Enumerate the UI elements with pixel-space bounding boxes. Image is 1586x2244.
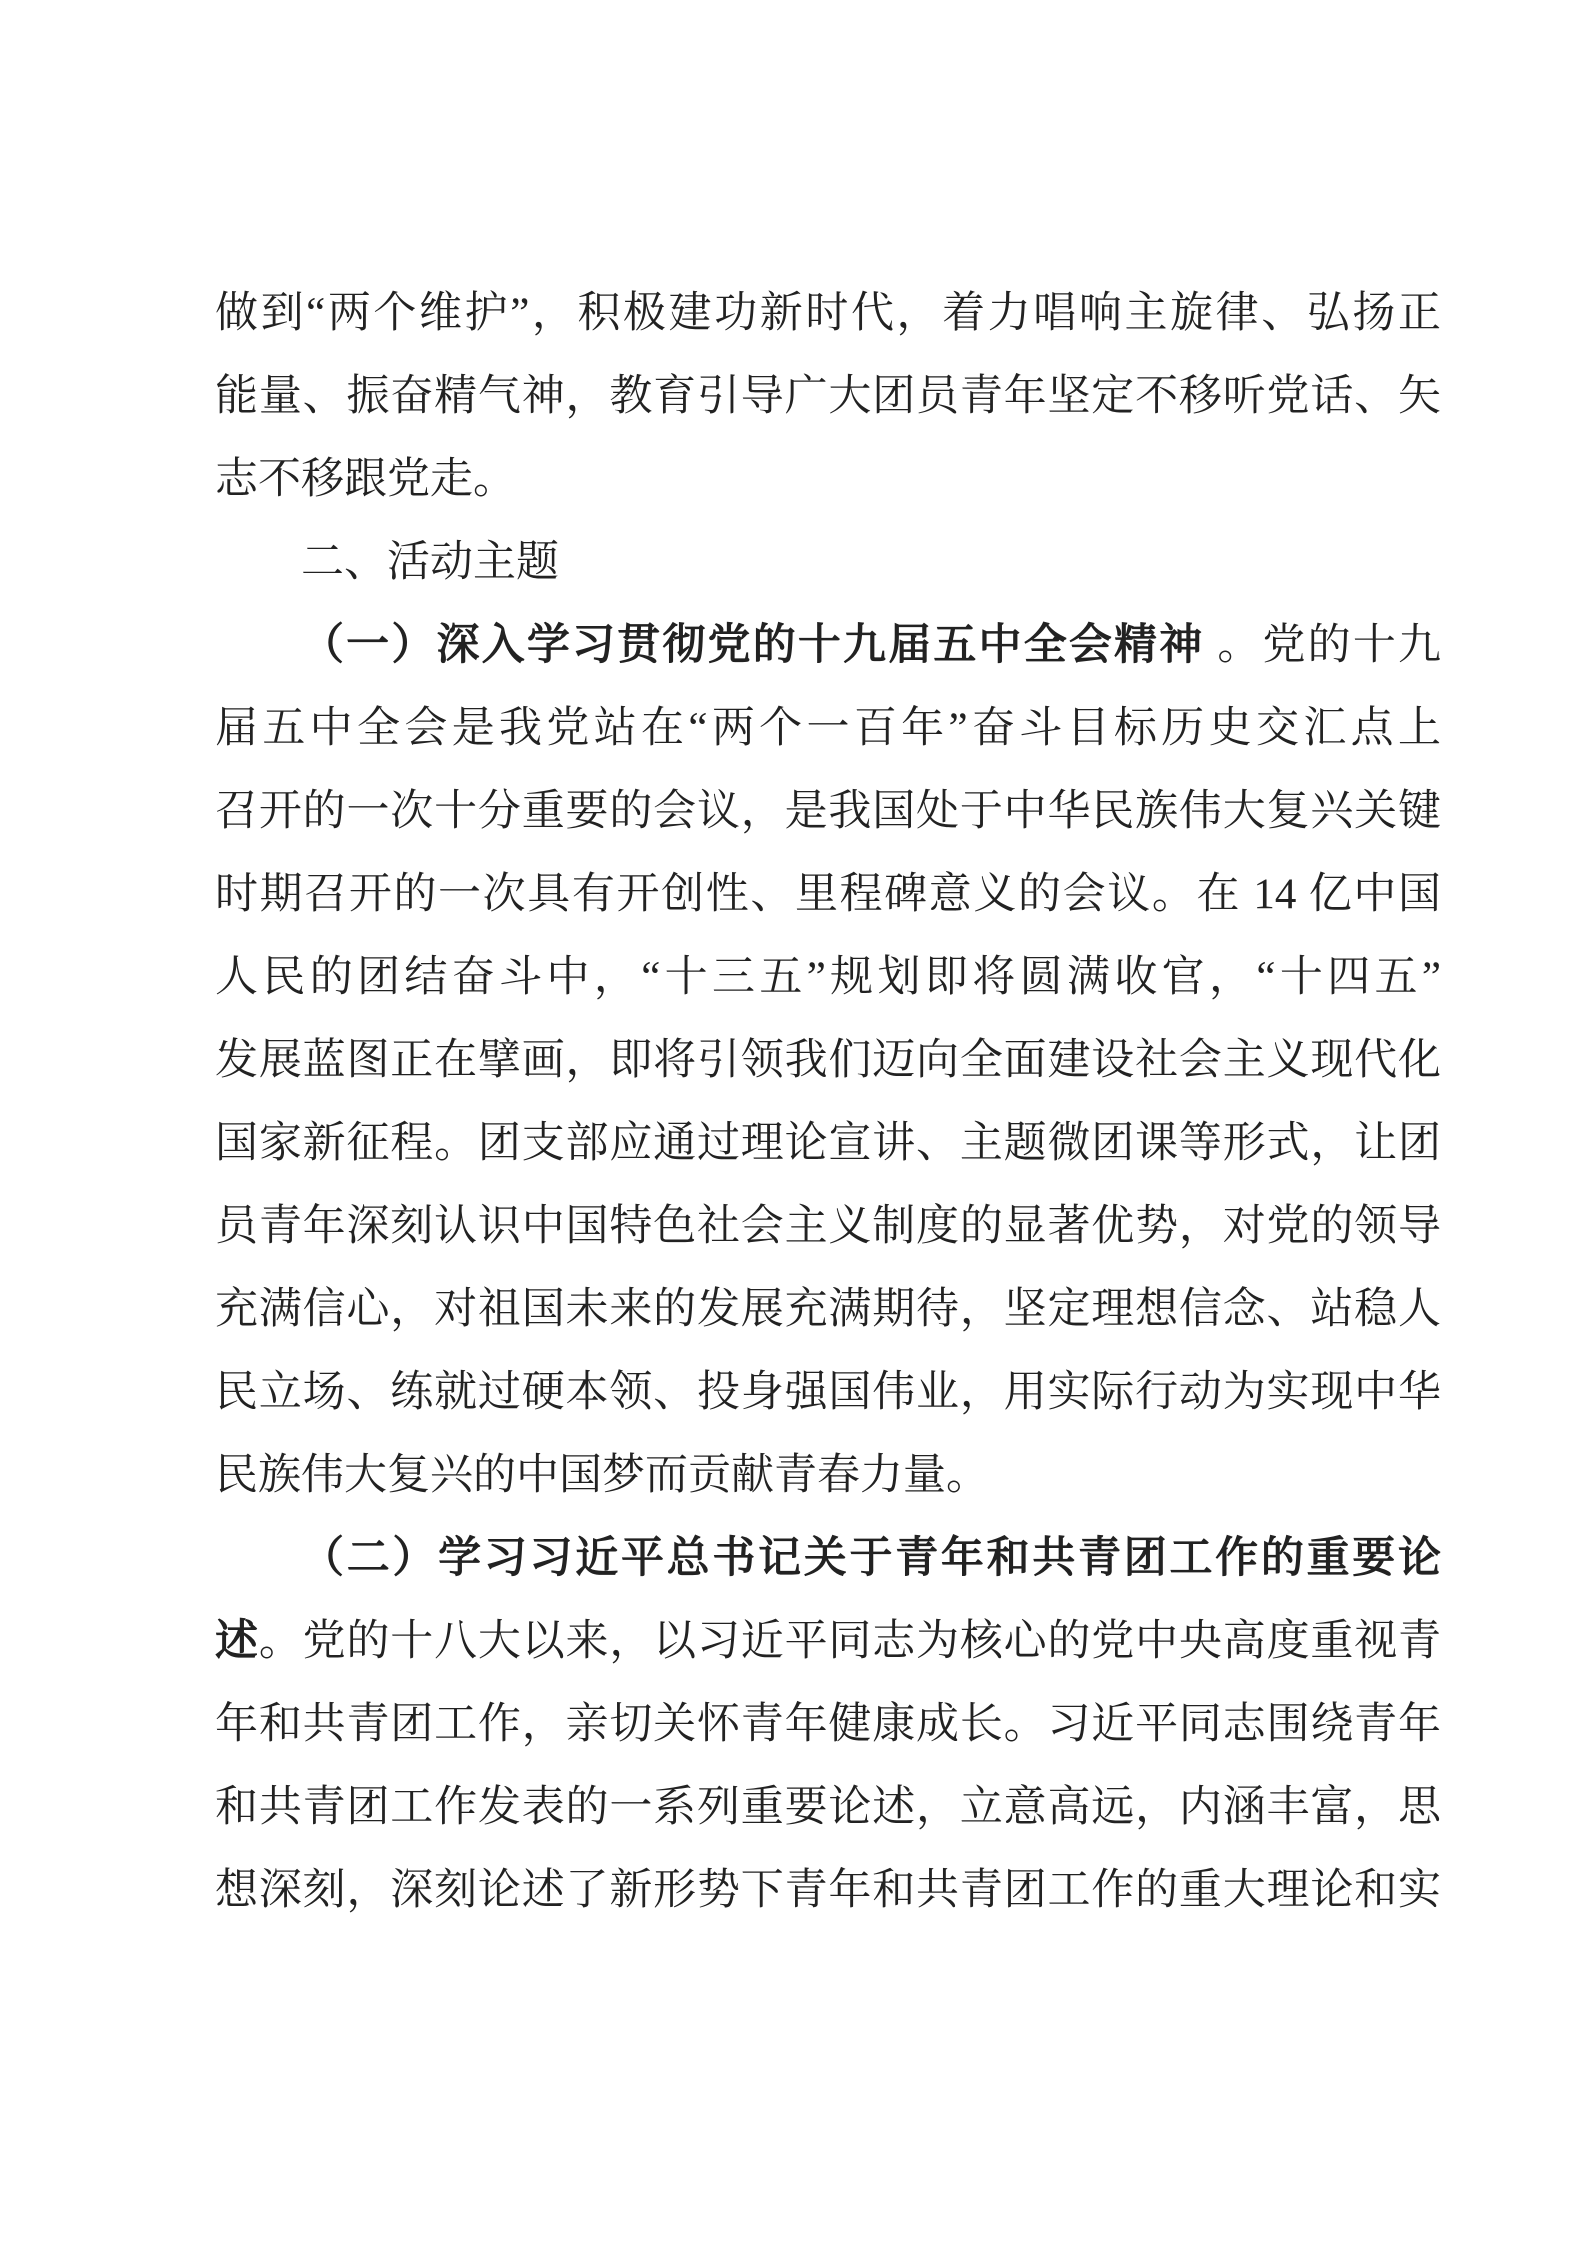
body-text: 。党的十八大以来，以习近平同志为核心的党中央高度重视青 [258, 1618, 1441, 1665]
text-line [215, 1766, 1441, 1849]
text-line [215, 604, 1441, 687]
body-text: 员青年深刻认识中国特色社会主义制度的显著优势，对党的领导 [215, 1203, 1441, 1250]
text-line [215, 1434, 1441, 1517]
body-text: 和共青团工作发表的一系列重要论述，立意高远，内涵丰富，思 [215, 1784, 1441, 1831]
text-line [215, 770, 1441, 853]
body-text: 年和共青团工作，亲切关怀青年健康成长。习近平同志围绕青年 [215, 1701, 1441, 1748]
body-text: 想深刻，深刻论述了新形势下青年和共青团工作的重大理论和实 [215, 1867, 1441, 1914]
heading-text: （二）学习习近平总书记关于青年和共青团工作的重要论 [301, 1535, 1441, 1582]
text-line [215, 853, 1441, 936]
text-line [215, 1102, 1441, 1185]
body-text: 做到“两个维护”，积极建功新时代，着力唱响主旋律、弘扬正 [215, 290, 1441, 337]
text-line [215, 1185, 1441, 1268]
body-text: 充满信心，对祖国未来的发展充满期待，坚定理想信念、站稳人 [215, 1286, 1441, 1333]
text-line [215, 1351, 1441, 1434]
text-line [215, 355, 1441, 438]
heading-text: （一）深入学习贯彻党的十九届五中全会精神 [301, 622, 1205, 669]
text-line [215, 1268, 1441, 1351]
body-text: 召开的一次十分重要的会议，是我国处于中华民族伟大复兴关键 [215, 788, 1441, 835]
text-line [215, 1019, 1441, 1102]
body-text: 届五中全会是我党站在“两个一百年”奋斗目标历史交汇点上 [215, 705, 1441, 752]
heading-text: 述 [215, 1618, 259, 1665]
text-line [215, 438, 1441, 521]
text-line [215, 1517, 1441, 1600]
body-text: 二、活动主题 [301, 539, 559, 586]
text-line [215, 1683, 1441, 1766]
text-line [215, 687, 1441, 770]
text-line [215, 1600, 1441, 1683]
body-text: 民族伟大复兴的中国梦而贡献青春力量。 [215, 1452, 989, 1499]
text-line [215, 521, 1441, 604]
text-line [215, 936, 1441, 1019]
body-text: 国家新征程。团支部应通过理论宣讲、主题微团课等形式，让团 [215, 1120, 1441, 1167]
text-line [215, 1849, 1441, 1932]
text-line [215, 272, 1441, 355]
body-text: 。党的十九 [1204, 622, 1441, 669]
page-text [215, 272, 1441, 1932]
body-text: 发展蓝图正在擘画，即将引领我们迈向全面建设社会主义现代化 [215, 1037, 1441, 1084]
body-text: 人民的团结奋斗中，“十三五”规划即将圆满收官，“十四五” [215, 954, 1441, 1001]
body-text: 时期召开的一次具有开创性、里程碑意义的会议。在 14 亿中国 [215, 871, 1441, 918]
body-text: 志不移跟党走。 [215, 456, 516, 503]
body-text: 民立场、练就过硬本领、投身强国伟业，用实际行动为实现中华 [215, 1369, 1441, 1416]
body-text: 能量、振奋精气神，教育引导广大团员青年坚定不移听党话、矢 [215, 373, 1441, 420]
